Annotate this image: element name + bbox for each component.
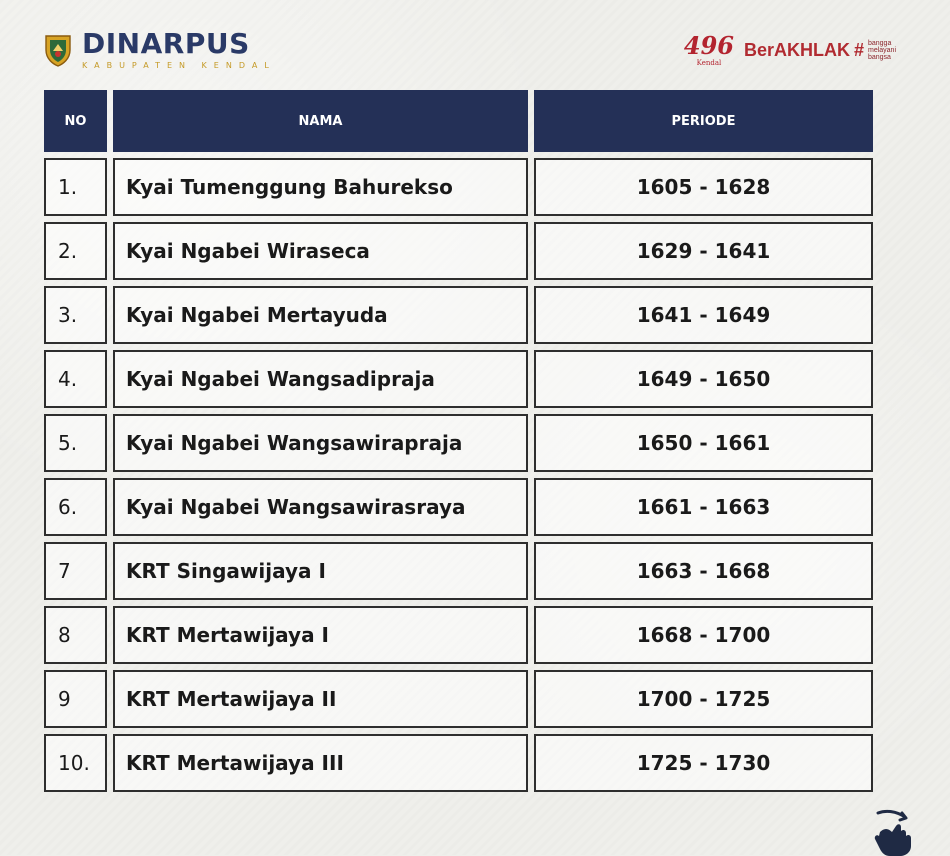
row-period: 1725 - 1730	[534, 734, 873, 792]
table-row	[44, 478, 873, 536]
row-number: 5.	[44, 414, 107, 472]
row-name: Kyai Ngabei Wangsadipraja	[113, 350, 528, 408]
row-period: 1700 - 1725	[534, 670, 873, 728]
table-row	[44, 286, 873, 344]
table-body	[44, 158, 872, 792]
row-period: 1629 - 1641	[534, 222, 873, 280]
brand-text	[82, 27, 276, 70]
table-row	[44, 606, 873, 664]
bangga-line-1: bangga	[867, 39, 892, 47]
row-number: 6.	[44, 478, 107, 536]
header-period: PERIODE	[534, 90, 873, 152]
row-number: 7	[44, 542, 107, 600]
table-row	[44, 414, 873, 472]
header-name: NAMA	[113, 90, 528, 152]
row-number: 4.	[44, 350, 107, 408]
row-period: 1668 - 1700	[534, 606, 873, 664]
row-number: 2.	[44, 222, 107, 280]
table-row	[44, 350, 873, 408]
berakhlak-logo	[744, 40, 896, 61]
row-name: Kyai Ngabei Wangsawirapraja	[113, 414, 528, 472]
row-period: 1649 - 1650	[534, 350, 873, 408]
row-period: 1661 - 1663	[534, 478, 873, 536]
table-row	[44, 670, 873, 728]
table-header-row	[44, 90, 872, 152]
row-period: 1650 - 1661	[534, 414, 873, 472]
table-row	[44, 734, 873, 792]
brand-logo	[42, 27, 276, 70]
row-number: 1.	[44, 158, 107, 216]
brand-title: DINARPUS	[82, 27, 250, 60]
bangga-tagline	[868, 40, 896, 61]
kendal-crest-icon	[42, 32, 74, 68]
berakhlak-text: BerAKHLAK	[743, 40, 850, 60]
table-row	[44, 158, 873, 216]
table-row	[44, 222, 873, 280]
brand-subtitle: KABUPATEN KENDAL	[82, 61, 276, 70]
row-name: KRT Mertawijaya II	[113, 670, 528, 728]
row-name: KRT Mertawijaya III	[113, 734, 528, 792]
logo-496-sub: Kendal	[696, 58, 722, 67]
logo-496-main: 496	[683, 30, 735, 60]
header-no: NO	[44, 90, 107, 152]
row-name: Kyai Tumenggung Bahurekso	[113, 158, 528, 216]
row-period: 1663 - 1668	[534, 542, 873, 600]
logo-496	[683, 30, 735, 70]
row-name: Kyai Ngabei Wangsawirasraya	[113, 478, 528, 536]
row-period: 1605 - 1628	[534, 158, 873, 216]
right-logos	[683, 30, 896, 70]
regents-table	[44, 90, 872, 792]
row-period: 1641 - 1649	[534, 286, 873, 344]
row-number: 9	[44, 670, 107, 728]
row-number: 3.	[44, 286, 107, 344]
row-name: KRT Mertawijaya I	[113, 606, 528, 664]
row-name: Kyai Ngabei Wiraseca	[113, 222, 528, 280]
table-row	[44, 542, 873, 600]
hashtag-icon: #	[853, 40, 864, 60]
row-name: Kyai Ngabei Mertayuda	[113, 286, 528, 344]
row-name: KRT Singawijaya I	[113, 542, 528, 600]
row-number: 8	[44, 606, 107, 664]
swipe-hand-icon[interactable]	[870, 808, 920, 856]
bangga-line-2: melayani	[867, 46, 896, 54]
bangga-line-3: bangsa	[867, 53, 891, 61]
row-number: 10.	[44, 734, 107, 792]
